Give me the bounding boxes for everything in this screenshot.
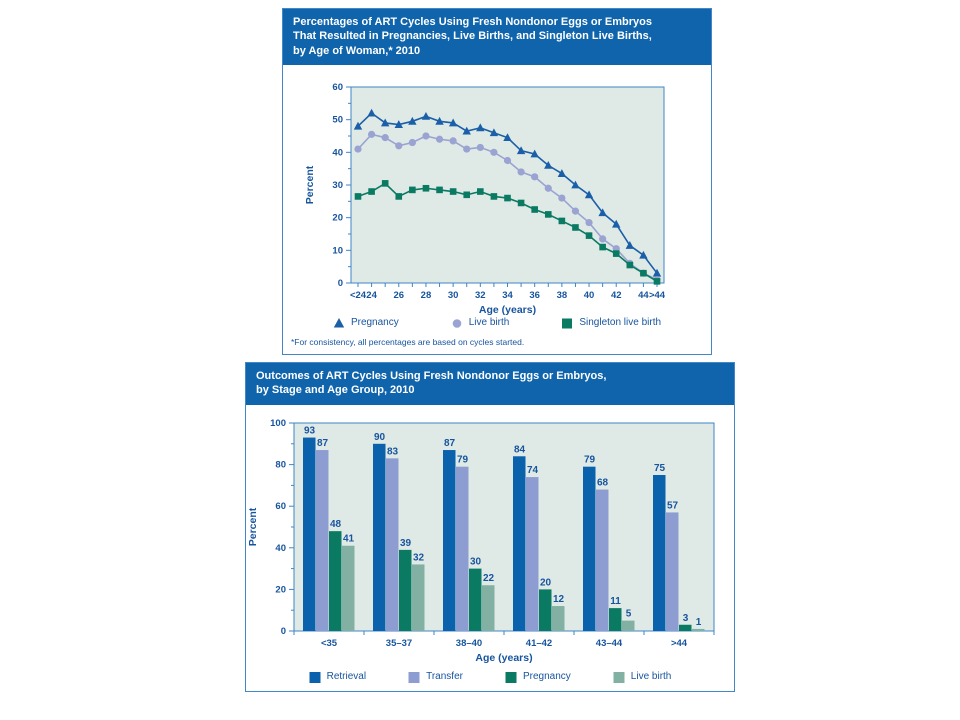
circle-marker-icon <box>451 317 463 329</box>
svg-text:74: 74 <box>526 464 539 476</box>
line-chart-panel <box>282 8 712 355</box>
x-axis-title <box>475 652 532 664</box>
svg-text:40: 40 <box>583 289 595 301</box>
svg-text:40: 40 <box>332 147 343 159</box>
svg-text:3: 3 <box>682 612 689 624</box>
svg-text:38: 38 <box>556 289 568 301</box>
svg-text:93: 93 <box>303 425 316 437</box>
svg-text:35–37: 35–37 <box>385 637 413 649</box>
svg-text:48: 48 <box>329 518 342 530</box>
bar-chart-panel <box>245 362 735 692</box>
svg-text:50: 50 <box>332 114 343 126</box>
bar-chart-svg <box>246 405 734 667</box>
square-marker-icon <box>309 671 321 683</box>
bar-chart-legend <box>246 671 734 683</box>
svg-text:Age (years): Age (years) <box>475 651 533 664</box>
legend-label: Transfer <box>426 671 463 683</box>
svg-text:30: 30 <box>447 289 459 301</box>
legend-item-pregnancy <box>333 317 399 329</box>
legend-item-transfer <box>408 671 463 683</box>
svg-text:30: 30 <box>332 179 343 191</box>
line-chart-legend <box>283 317 711 329</box>
svg-text:80: 80 <box>275 459 286 471</box>
svg-text:79: 79 <box>456 454 469 466</box>
svg-text:36: 36 <box>529 289 540 301</box>
svg-text:32: 32 <box>412 552 425 564</box>
svg-text:5: 5 <box>625 608 632 620</box>
svg-text:100: 100 <box>270 417 286 429</box>
svg-text:41–42: 41–42 <box>525 637 553 649</box>
line-chart-title-line3: by Age of Woman,* 2010 <box>293 44 421 57</box>
svg-text:Percent: Percent <box>304 165 316 205</box>
svg-text:26: 26 <box>393 289 405 301</box>
svg-text:60: 60 <box>332 81 343 93</box>
x-axis-title <box>479 304 536 315</box>
legend-item-live-birth <box>613 671 672 683</box>
legend-item-pregnancy <box>505 671 571 683</box>
svg-text:60: 60 <box>275 500 286 512</box>
svg-text:Age (years): Age (years) <box>478 303 537 315</box>
y-axis <box>332 82 351 289</box>
svg-text:12: 12 <box>552 593 565 605</box>
svg-text:20: 20 <box>539 576 552 588</box>
svg-text:<24: <24 <box>349 289 367 301</box>
svg-text:>44: >44 <box>648 289 666 301</box>
legend-item-singleton-live-birth <box>561 317 661 329</box>
line-chart-footnote: *For consistency, all percentages are based on cycles started. <box>291 336 525 347</box>
svg-text:>44: >44 <box>670 637 688 649</box>
svg-text:40: 40 <box>275 542 286 554</box>
bar-chart-title-line1: Outcomes of ART Cycles Using Fresh Nondonor Eggs or Embryos, <box>256 370 607 382</box>
legend-label: Singleton live birth <box>579 317 662 329</box>
svg-text:87: 87 <box>443 437 456 449</box>
square-marker-icon <box>505 671 517 683</box>
bar-chart-title <box>246 363 734 405</box>
svg-text:10: 10 <box>332 245 343 257</box>
svg-text:68: 68 <box>596 477 609 489</box>
x-axis <box>294 631 714 649</box>
svg-text:11: 11 <box>610 595 621 607</box>
svg-text:57: 57 <box>666 500 679 512</box>
legend-label: Pregnancy <box>350 317 399 329</box>
svg-text:0: 0 <box>337 277 343 289</box>
bar-chart-title-line2: by Stage and Age Group, 2010 <box>256 384 415 397</box>
svg-text:32: 32 <box>475 289 486 301</box>
x-axis <box>350 283 666 301</box>
svg-text:90: 90 <box>373 431 386 443</box>
svg-text:38–40: 38–40 <box>455 637 483 649</box>
legend-item-live-birth <box>451 317 510 329</box>
line-chart-title-line1: Percentages of ART Cycles Using Fresh Nondonor Eggs or Embryos <box>293 16 652 28</box>
svg-text:0: 0 <box>280 625 286 637</box>
legend-label: Live birth <box>630 671 672 683</box>
legend-label: Pregnancy <box>522 671 571 683</box>
y-axis-title <box>247 507 259 546</box>
legend-item-retrieval <box>309 671 366 683</box>
triangle-marker-icon <box>333 317 345 329</box>
plot-area <box>294 423 714 631</box>
svg-text:83: 83 <box>386 445 399 457</box>
legend-label: Live birth <box>468 317 510 329</box>
svg-text:87: 87 <box>316 437 329 449</box>
square-marker-icon <box>613 671 625 683</box>
line-chart-svg <box>283 65 711 315</box>
y-axis-title <box>304 165 316 204</box>
svg-text:20: 20 <box>332 212 343 224</box>
svg-text:43–44: 43–44 <box>595 637 623 649</box>
svg-text:44: 44 <box>638 289 649 301</box>
svg-text:20: 20 <box>275 583 286 595</box>
svg-text:Percent: Percent <box>247 507 259 546</box>
svg-text:79: 79 <box>583 454 596 466</box>
svg-text:41: 41 <box>342 533 355 545</box>
svg-text:75: 75 <box>653 462 666 474</box>
svg-text:1: 1 <box>695 616 702 628</box>
svg-text:39: 39 <box>399 537 412 549</box>
svg-text:<35: <35 <box>320 637 338 649</box>
line-chart-title-line2: That Resulted in Pregnancies, Live Births, and Singleton Live Births, <box>293 30 652 43</box>
svg-text:42: 42 <box>610 289 622 301</box>
svg-text:84: 84 <box>513 443 526 455</box>
y-axis <box>270 418 294 637</box>
svg-text:24: 24 <box>366 289 377 301</box>
line-chart-title <box>283 9 711 65</box>
square-marker-icon <box>408 671 420 683</box>
svg-text:30: 30 <box>469 556 482 568</box>
svg-text:34: 34 <box>502 289 513 301</box>
legend-label: Retrieval <box>326 671 367 683</box>
square-marker-icon <box>561 317 573 329</box>
svg-text:28: 28 <box>420 289 432 301</box>
svg-text:22: 22 <box>482 572 495 584</box>
